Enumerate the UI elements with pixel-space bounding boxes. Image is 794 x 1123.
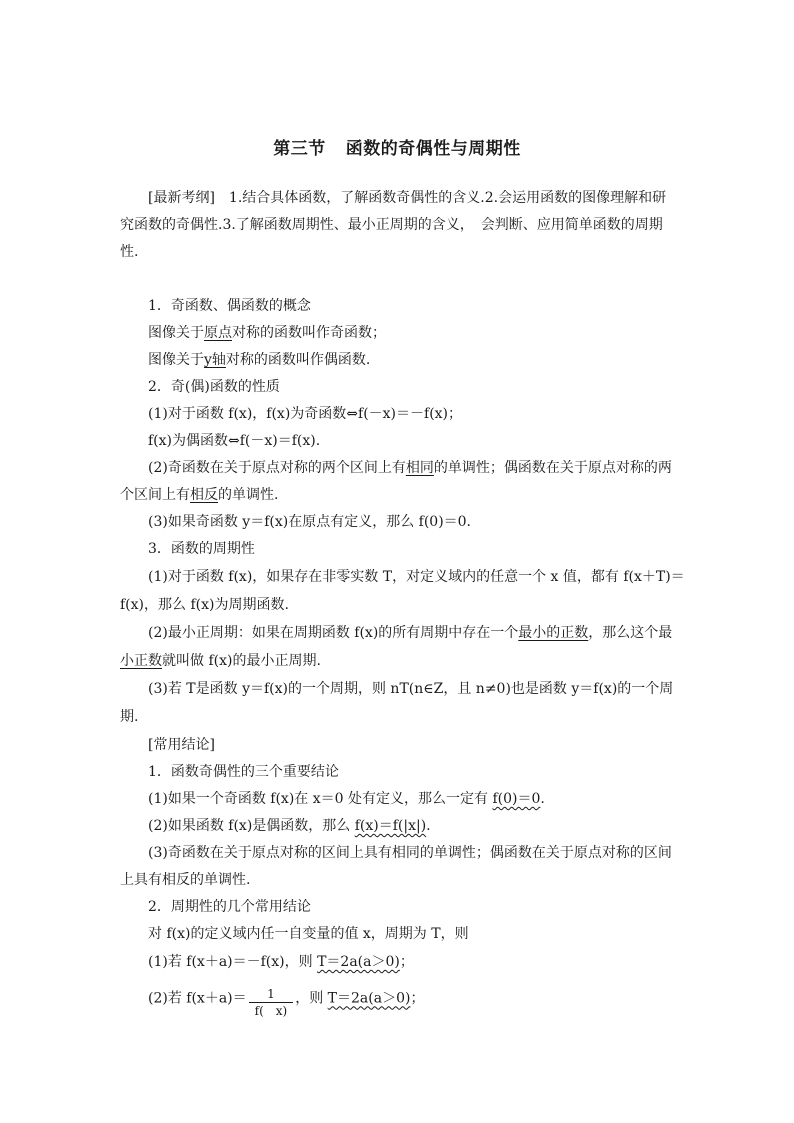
fraction-numerator: 1 (267, 987, 275, 1001)
section-name: 函数的奇偶性与周期性 (345, 139, 521, 159)
property-line-4 (120, 481, 676, 509)
text: ； (410, 990, 425, 1007)
property-line-1: (1)对于函数 f(x)，f(x)为奇函数⇔f(－x)＝－f(x)； (148, 406, 463, 422)
period-conclusion-2 (148, 982, 676, 1018)
conclusion-2 (148, 812, 676, 840)
heading-odd-even-concept: 1．奇函数、偶函数的概念 (148, 298, 311, 314)
text: 个区间上有 (120, 487, 190, 503)
period-conclusion-1 (148, 948, 676, 976)
periodic-line-3 (148, 619, 676, 647)
answer-blank: 最小的正数 (518, 625, 589, 641)
answer-blank: 小正数 (120, 653, 162, 669)
text: ，那么这个最 (588, 625, 673, 641)
periodic-line-2: f(x)，那么 f(x)为周期函数. (120, 597, 289, 613)
text: (1)若 f(x＋a)＝－f(x)，则 (148, 954, 318, 970)
heading-odd-even-property: 2．奇(偶)函数的性质 (148, 379, 280, 395)
section-number: 第三节 (273, 139, 326, 159)
fraction-denominator: f( x) (249, 1002, 294, 1019)
fraction (249, 986, 294, 1019)
text: (2)如果函数 f(x)是偶函数，那么 (148, 818, 355, 834)
periodic-line-1: (1)对于函数 f(x)，如果存在非零实数 T，对定义域内的任意一个 x 值，都有 f(x＋T)＝ (148, 569, 685, 585)
syllabus-line-1: [最新考纲] 1.结合具体函数，了解函数奇偶性的含义.2.会运用函数的图像理解和研 (148, 190, 667, 206)
conclusion-3-line-2: 上具有相反的单调性. (120, 872, 251, 888)
answer-blank: 相同 (405, 460, 434, 476)
text: (1)如果一个奇函数 f(x)在 x＝0 处有定义，那么一定有 (148, 791, 493, 807)
answer-blank: 相反 (190, 487, 218, 503)
heading-periodicity: 3．函数的周期性 (148, 541, 255, 557)
property-line-2: f(x)为偶函数⇔f(－x)＝f(x). (148, 433, 321, 449)
text: (2)最小正周期：如果在周期函数 f(x)的所有周期中存在一个 (148, 625, 519, 641)
answer-blank: f(0)＝0 (492, 791, 541, 807)
answer-blank: y轴 (204, 352, 226, 368)
text: ，则 (295, 990, 328, 1007)
text: (2)奇函数在关于原点对称的两个区间上有 (148, 460, 406, 476)
answer-blank: 原点 (204, 325, 232, 341)
periodic-line-6: 期. (120, 709, 139, 725)
common-conclusions-label: [常用结论] (148, 737, 215, 753)
odd-function-definition (148, 319, 676, 347)
text: 图像关于 (148, 352, 204, 368)
conclusion-3-line-1: (3)奇函数在关于原点对称的区间上具有相同的单调性；偶函数在关于原点对称的区间 (148, 845, 672, 861)
text: 就叫做 f(x)的最小正周期. (162, 653, 321, 669)
text: 的单调性；偶函数在关于原点对称的两 (433, 460, 672, 476)
text: 对称的函数叫作奇函数； (232, 325, 386, 341)
conclusion-1 (148, 785, 676, 813)
period-intro: 对 f(x)的定义域内任一自变量的值 x，周期为 T，则 (148, 926, 469, 942)
periodic-line-4 (120, 647, 676, 675)
text: 图像关于 (148, 325, 204, 341)
heading-period-conclusions: 2．周期性的几个常用结论 (148, 899, 311, 915)
property-line-5: (3)如果奇函数 y＝f(x)在原点有定义，那么 f(0)＝0. (148, 514, 472, 530)
syllabus-line-3: 性. (120, 244, 139, 260)
answer-blank: T＝2a(a＞0) (327, 990, 411, 1007)
property-line-3 (148, 454, 676, 482)
even-function-definition (148, 346, 676, 374)
syllabus-line-2: 究函数的奇偶性.3.了解函数周期性、最小正周期的含义， 会判断、应用简单函数的周期 (120, 217, 663, 233)
section-title (0, 134, 794, 159)
answer-blank: T＝2a(a＞0) (317, 954, 400, 970)
text: . (540, 791, 545, 807)
text: 的单调性. (218, 487, 279, 503)
text: ； (399, 954, 414, 970)
answer-blank: f(x)＝f(|x|) (354, 818, 427, 834)
text: (2)若 f(x＋a)＝ (148, 990, 247, 1007)
periodic-line-5: (3)若 T是函数 y＝f(x)的一个周期，则 nT(n∈Z，且 n≠0)也是函数 y＝f(x)的一个周 (148, 681, 674, 697)
text: 对称的函数叫作偶函数. (225, 352, 371, 368)
heading-parity-conclusions: 1．函数奇偶性的三个重要结论 (148, 764, 339, 780)
text: . (426, 818, 431, 834)
